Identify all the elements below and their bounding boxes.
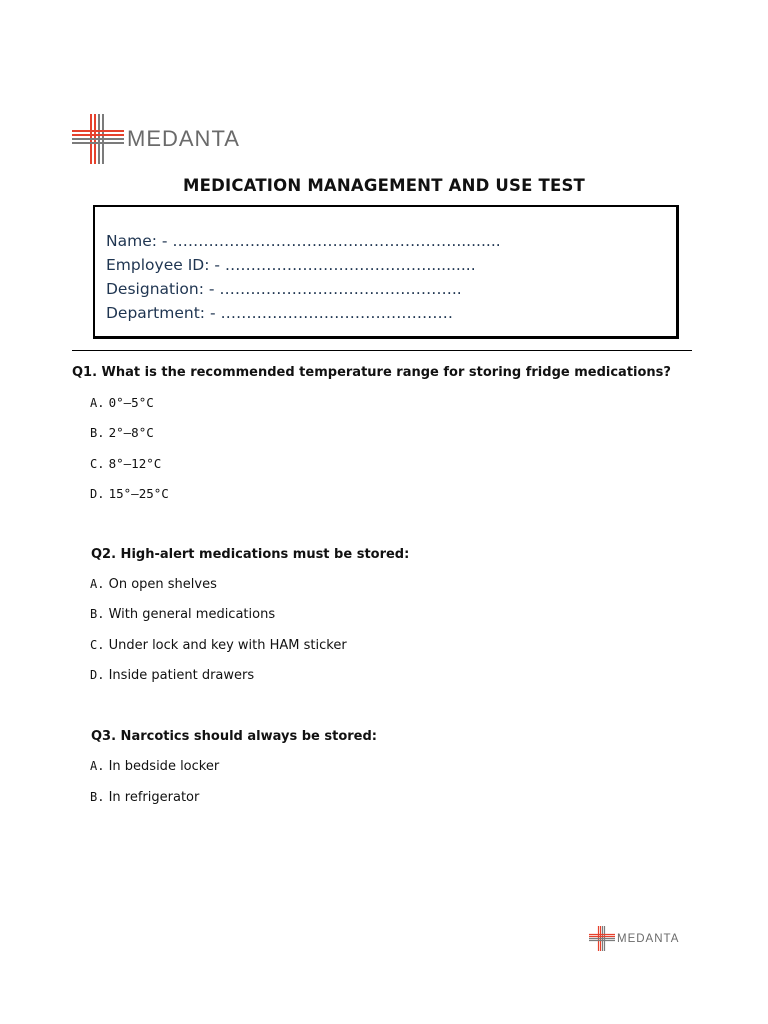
q1-option-c bbox=[90, 456, 161, 472]
option-letter: B. bbox=[90, 790, 105, 804]
option-letter: D. bbox=[90, 668, 105, 682]
option-text: In refrigerator bbox=[108, 790, 200, 805]
brand-name: MEDANTA bbox=[617, 932, 680, 945]
option-letter: C. bbox=[90, 457, 105, 471]
q2-option-b bbox=[90, 607, 275, 622]
medanta-cross-icon bbox=[589, 926, 615, 951]
q2-option-a bbox=[90, 577, 217, 592]
medanta-logo bbox=[72, 114, 240, 164]
option-letter: B. bbox=[90, 607, 105, 621]
option-text: 0°–5°C bbox=[108, 395, 154, 410]
option-text: 8°–12°C bbox=[108, 456, 162, 471]
q1-option-a bbox=[90, 395, 154, 411]
option-letter: D. bbox=[90, 487, 105, 501]
employee-info-box bbox=[93, 205, 679, 339]
option-text: Under lock and key with HAM sticker bbox=[108, 638, 347, 653]
option-letter: C. bbox=[90, 638, 105, 652]
footer-medanta-logo bbox=[589, 926, 679, 951]
q2-option-c bbox=[90, 638, 347, 653]
question-1: Q1. What is the recommended temperature range for storing fridge medications? bbox=[72, 365, 671, 380]
question-2: Q2. High-alert medications must be stored: bbox=[91, 547, 410, 562]
page-title: MEDICATION MANAGEMENT AND USE TEST bbox=[183, 176, 585, 195]
name-field: Name: - ……………………………………………….......... bbox=[106, 232, 501, 250]
department-field: Department: - ……………………………………… bbox=[106, 304, 453, 322]
option-letter: A. bbox=[90, 759, 105, 773]
option-text: Inside patient drawers bbox=[108, 668, 255, 683]
option-text: 2°–8°C bbox=[108, 425, 154, 440]
divider bbox=[72, 350, 692, 351]
option-letter: B. bbox=[90, 426, 105, 440]
option-text: On open shelves bbox=[108, 577, 217, 592]
brand-name: MEDANTA bbox=[127, 126, 240, 151]
medanta-cross-icon bbox=[72, 114, 124, 164]
q1-option-b bbox=[90, 425, 154, 441]
option-text: 15°–25°C bbox=[108, 486, 169, 501]
question-3: Q3. Narcotics should always be stored: bbox=[91, 729, 377, 744]
employee-id-field: Employee ID: - ………………………………….......... bbox=[106, 256, 476, 274]
q3-option-b bbox=[90, 790, 199, 805]
designation-field: Designation: - ……………………………………….. bbox=[106, 280, 462, 298]
option-text: With general medications bbox=[108, 607, 276, 622]
q2-option-d bbox=[90, 668, 254, 683]
option-letter: A. bbox=[90, 577, 105, 591]
option-text: In bedside locker bbox=[108, 759, 220, 774]
q3-option-a bbox=[90, 759, 219, 774]
option-letter: A. bbox=[90, 396, 105, 410]
q1-option-d bbox=[90, 486, 169, 502]
